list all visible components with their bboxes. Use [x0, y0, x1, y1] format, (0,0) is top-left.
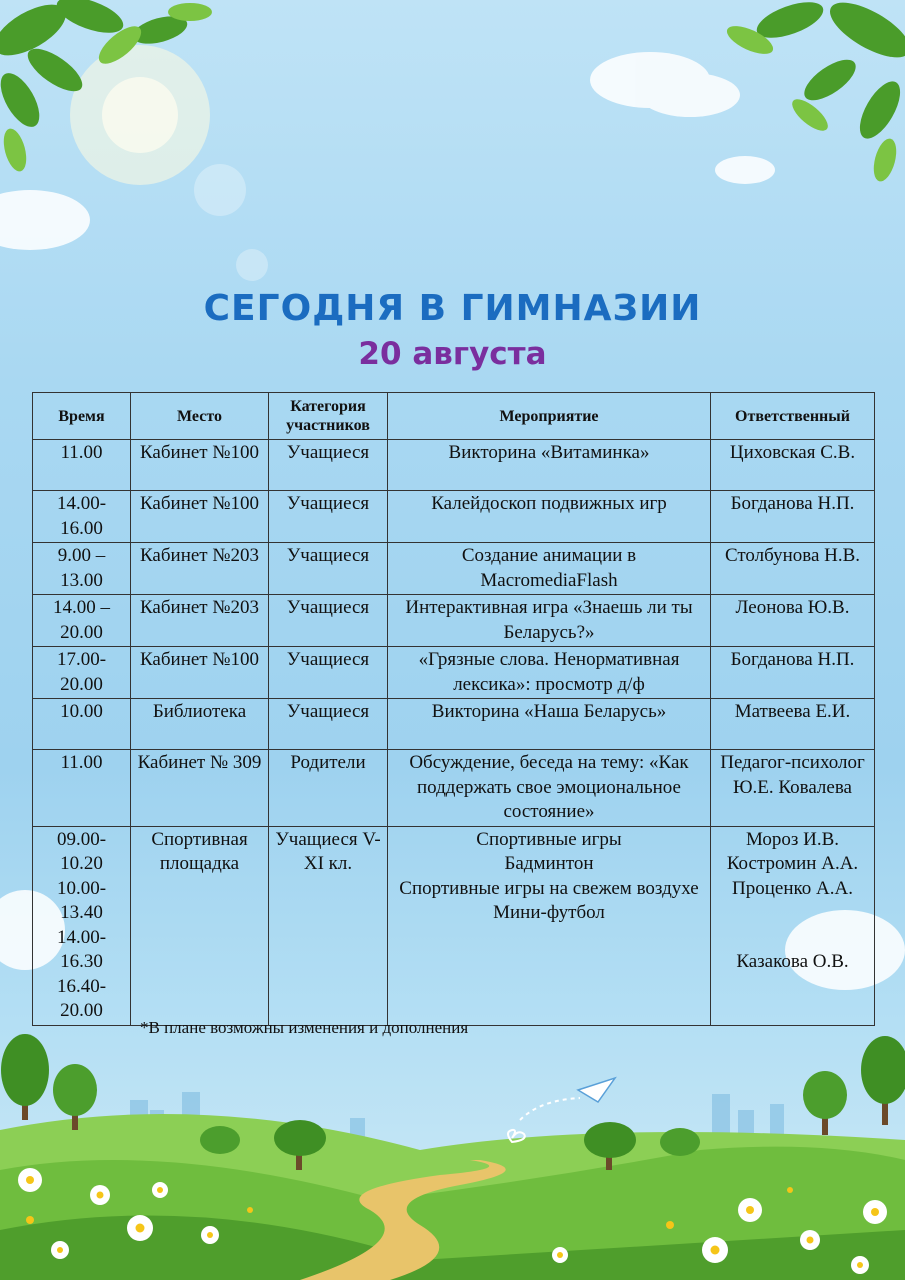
cell-event — [388, 826, 711, 1025]
time-line: 16.30 — [60, 951, 103, 972]
cell-responsible: Циховская С.В. — [711, 440, 875, 491]
date-subtitle: 20 августа — [358, 336, 547, 372]
time-line: 14.00- — [56, 926, 107, 948]
cell-responsible: Педагог-психолог Ю.Е. Ковалева — [711, 750, 875, 827]
time-line: 10.20 — [60, 853, 103, 874]
column-header-place: Место — [131, 393, 269, 440]
event-line: Спортивные игры на свежем воздухе — [399, 877, 699, 899]
cell-responsible: Богданова Н.П. — [711, 491, 875, 543]
cell-place: Кабинет № 309 — [131, 750, 269, 827]
cell-time: 11.00 — [33, 440, 131, 491]
cell-time: 11.00 — [33, 750, 131, 827]
cell-event: Викторина «Витаминка» — [388, 440, 711, 491]
time-line: 09.00- — [56, 828, 107, 850]
table-row — [33, 699, 875, 750]
event-line: Бадминтон — [504, 853, 594, 874]
cell-category: Учащиеся V-XI кл. — [269, 826, 388, 1025]
responsible-line — [714, 901, 871, 950]
footnote: *В плане возможны изменения и дополнения — [140, 1018, 469, 1037]
column-header-responsible: Ответственный — [711, 393, 875, 440]
column-header-category: Категория участников — [269, 393, 388, 440]
cell-category: Учащиеся — [269, 491, 388, 543]
cell-time: 10.00 — [33, 699, 131, 750]
event-line: Спортивные игры — [476, 828, 622, 850]
time-line: 20.00 — [60, 1000, 103, 1021]
cell-place: Кабинет №100 — [131, 647, 269, 699]
cell-responsible — [711, 826, 875, 1025]
table-header-row — [33, 393, 875, 440]
cell-event: Викторина «Наша Беларусь» — [388, 699, 711, 750]
cell-time: 17.00- 20.00 — [33, 647, 131, 699]
cell-category: Учащиеся — [269, 647, 388, 699]
cell-place: Кабинет №100 — [131, 491, 269, 543]
column-header-time: Время — [33, 393, 131, 440]
cell-time: 14.00- 16.00 — [33, 491, 131, 543]
page-title: СЕГОДНЯ В ГИМНАЗИИ — [203, 288, 702, 329]
cell-place: Кабинет №203 — [131, 543, 269, 595]
cell-category: Учащиеся — [269, 543, 388, 595]
table-row — [33, 595, 875, 647]
cell-place: Спортивная площадка — [131, 826, 269, 1025]
cell-event: Интерактивная игра «Знаешь ли ты Беларусь?» — [388, 595, 711, 647]
cell-place: Кабинет №203 — [131, 595, 269, 647]
table-row — [33, 491, 875, 543]
cell-time: 9.00 – 13.00 — [33, 543, 131, 595]
responsible-line: Мороз И.В. — [745, 828, 840, 850]
cell-responsible: Леонова Ю.В. — [711, 595, 875, 647]
cell-place: Библиотека — [131, 699, 269, 750]
cell-event: Обсуждение, беседа на тему: «Как поддержать свое эмоциональное состояние» — [388, 750, 711, 827]
cell-event: Калейдоскоп подвижных игр — [388, 491, 711, 543]
cell-category: Родители — [269, 750, 388, 827]
responsible-line: Казакова О.В. — [736, 951, 849, 972]
time-line: 16.40- — [56, 975, 107, 997]
cell-event: «Грязные слова. Ненормативная лексика»: просмотр д/ф — [388, 647, 711, 699]
table-row — [33, 543, 875, 595]
cell-event: Создание анимации в MacromediaFlash — [388, 543, 711, 595]
cell-responsible: Богданова Н.П. — [711, 647, 875, 699]
table-row-sport — [33, 826, 875, 1025]
cell-category: Учащиеся — [269, 699, 388, 750]
schedule-table — [32, 392, 875, 1026]
cell-place: Кабинет №100 — [131, 440, 269, 491]
cell-responsible: Столбунова Н.В. — [711, 543, 875, 595]
responsible-line: Костромин А.А. — [726, 853, 859, 874]
cell-time — [33, 826, 131, 1025]
column-header-event: Мероприятие — [388, 393, 711, 440]
cell-category: Учащиеся — [269, 595, 388, 647]
responsible-line: Проценко А.А. — [732, 877, 853, 899]
time-line: 13.40 — [60, 902, 103, 923]
cell-category: Учащиеся — [269, 440, 388, 491]
table-row — [33, 647, 875, 699]
time-line: 10.00- — [56, 877, 107, 899]
table-row — [33, 440, 875, 491]
table-row — [33, 750, 875, 827]
event-line: Мини-футбол — [493, 902, 605, 923]
cell-time: 14.00 – 20.00 — [33, 595, 131, 647]
cell-responsible: Матвеева Е.И. — [711, 699, 875, 750]
